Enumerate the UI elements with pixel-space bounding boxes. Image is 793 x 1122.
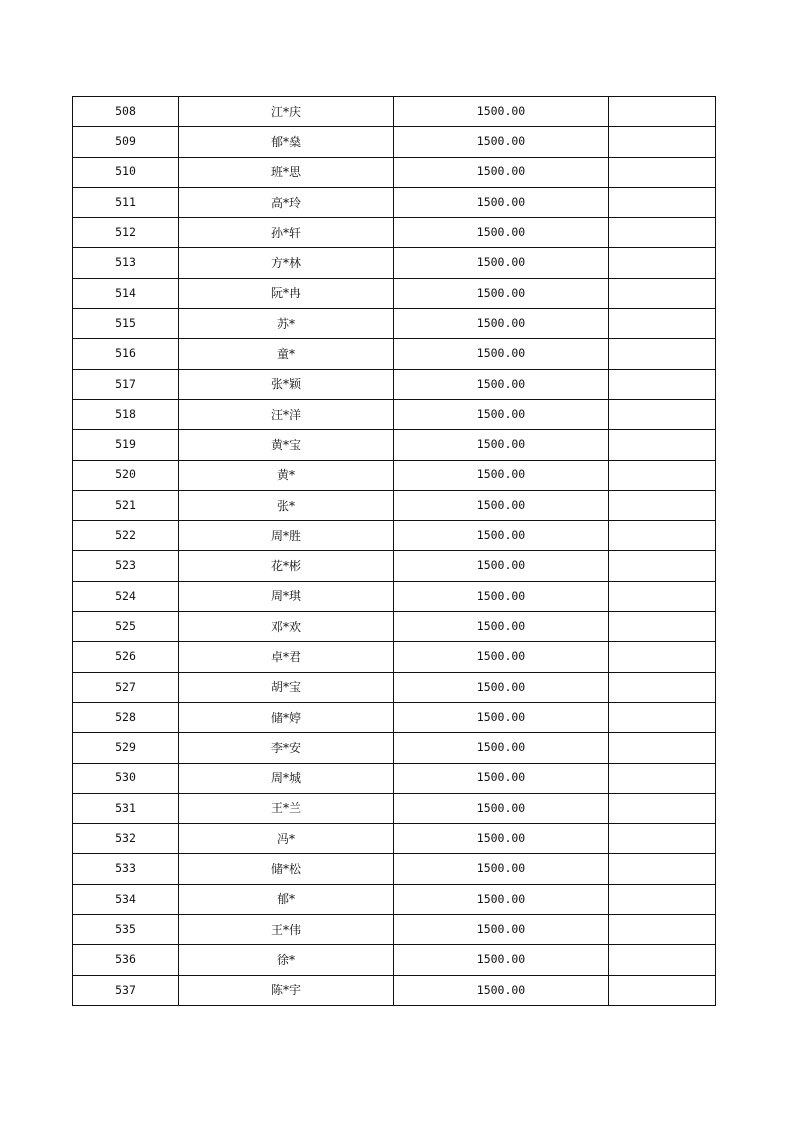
amount-cell: 1500.00 <box>394 127 609 157</box>
table-row <box>73 127 716 157</box>
note-cell <box>609 945 716 975</box>
table-row <box>73 733 716 763</box>
recipient-table-container <box>72 96 715 1006</box>
row-number-cell: 527 <box>73 672 179 702</box>
recipient-table <box>72 96 716 1006</box>
note-cell <box>609 854 716 884</box>
amount-cell: 1500.00 <box>394 521 609 551</box>
name-cell: 郁* <box>179 884 394 914</box>
note-cell <box>609 490 716 520</box>
amount-cell: 1500.00 <box>394 218 609 248</box>
row-number-cell: 535 <box>73 915 179 945</box>
name-cell: 王*伟 <box>179 915 394 945</box>
name-cell: 徐* <box>179 945 394 975</box>
row-number-cell: 511 <box>73 187 179 217</box>
name-cell: 阮*冉 <box>179 278 394 308</box>
name-cell: 黄* <box>179 460 394 490</box>
note-cell <box>609 521 716 551</box>
table-row <box>73 702 716 732</box>
table-row <box>73 278 716 308</box>
row-number-cell: 523 <box>73 551 179 581</box>
row-number-cell: 514 <box>73 278 179 308</box>
name-cell: 苏* <box>179 309 394 339</box>
note-cell <box>609 915 716 945</box>
table-row <box>73 218 716 248</box>
amount-cell: 1500.00 <box>394 339 609 369</box>
row-number-cell: 512 <box>73 218 179 248</box>
amount-cell: 1500.00 <box>394 915 609 945</box>
row-number-cell: 530 <box>73 763 179 793</box>
name-cell: 周*城 <box>179 763 394 793</box>
amount-cell: 1500.00 <box>394 702 609 732</box>
name-cell: 周*琪 <box>179 581 394 611</box>
note-cell <box>609 309 716 339</box>
row-number-cell: 532 <box>73 824 179 854</box>
name-cell: 汪*洋 <box>179 399 394 429</box>
row-number-cell: 534 <box>73 884 179 914</box>
row-number-cell: 518 <box>73 399 179 429</box>
table-row <box>73 642 716 672</box>
name-cell: 班*思 <box>179 157 394 187</box>
amount-cell: 1500.00 <box>394 884 609 914</box>
name-cell: 郁*燊 <box>179 127 394 157</box>
note-cell <box>609 339 716 369</box>
table-row <box>73 763 716 793</box>
amount-cell: 1500.00 <box>394 945 609 975</box>
note-cell <box>609 278 716 308</box>
name-cell: 黄*宝 <box>179 430 394 460</box>
note-cell <box>609 369 716 399</box>
table-row <box>73 884 716 914</box>
note-cell <box>609 248 716 278</box>
table-row <box>73 672 716 702</box>
name-cell: 王*兰 <box>179 793 394 823</box>
table-row <box>73 915 716 945</box>
amount-cell: 1500.00 <box>394 733 609 763</box>
row-number-cell: 529 <box>73 733 179 763</box>
table-row <box>73 309 716 339</box>
amount-cell: 1500.00 <box>394 824 609 854</box>
amount-cell: 1500.00 <box>394 460 609 490</box>
row-number-cell: 516 <box>73 339 179 369</box>
table-row <box>73 793 716 823</box>
name-cell: 储*婷 <box>179 702 394 732</box>
row-number-cell: 533 <box>73 854 179 884</box>
table-row <box>73 369 716 399</box>
note-cell <box>609 884 716 914</box>
table-row <box>73 612 716 642</box>
name-cell: 童* <box>179 339 394 369</box>
note-cell <box>609 460 716 490</box>
name-cell: 冯* <box>179 824 394 854</box>
row-number-cell: 522 <box>73 521 179 551</box>
note-cell <box>609 218 716 248</box>
name-cell: 孙*轩 <box>179 218 394 248</box>
amount-cell: 1500.00 <box>394 642 609 672</box>
amount-cell: 1500.00 <box>394 763 609 793</box>
amount-cell: 1500.00 <box>394 854 609 884</box>
name-cell: 方*林 <box>179 248 394 278</box>
amount-cell: 1500.00 <box>394 399 609 429</box>
name-cell: 高*玲 <box>179 187 394 217</box>
row-number-cell: 517 <box>73 369 179 399</box>
row-number-cell: 520 <box>73 460 179 490</box>
name-cell: 李*安 <box>179 733 394 763</box>
table-row <box>73 248 716 278</box>
table-row <box>73 854 716 884</box>
note-cell <box>609 581 716 611</box>
amount-cell: 1500.00 <box>394 581 609 611</box>
note-cell <box>609 430 716 460</box>
amount-cell: 1500.00 <box>394 187 609 217</box>
row-number-cell: 521 <box>73 490 179 520</box>
row-number-cell: 531 <box>73 793 179 823</box>
row-number-cell: 525 <box>73 612 179 642</box>
row-number-cell: 536 <box>73 945 179 975</box>
row-number-cell: 537 <box>73 975 179 1005</box>
table-row <box>73 824 716 854</box>
amount-cell: 1500.00 <box>394 793 609 823</box>
amount-cell: 1500.00 <box>394 248 609 278</box>
amount-cell: 1500.00 <box>394 309 609 339</box>
table-row <box>73 521 716 551</box>
name-cell: 邓*欢 <box>179 612 394 642</box>
row-number-cell: 524 <box>73 581 179 611</box>
amount-cell: 1500.00 <box>394 975 609 1005</box>
note-cell <box>609 551 716 581</box>
row-number-cell: 508 <box>73 97 179 127</box>
amount-cell: 1500.00 <box>394 369 609 399</box>
note-cell <box>609 733 716 763</box>
note-cell <box>609 127 716 157</box>
note-cell <box>609 763 716 793</box>
table-row <box>73 339 716 369</box>
note-cell <box>609 702 716 732</box>
name-cell: 储*松 <box>179 854 394 884</box>
note-cell <box>609 187 716 217</box>
row-number-cell: 513 <box>73 248 179 278</box>
row-number-cell: 510 <box>73 157 179 187</box>
row-number-cell: 519 <box>73 430 179 460</box>
note-cell <box>609 612 716 642</box>
note-cell <box>609 975 716 1005</box>
amount-cell: 1500.00 <box>394 551 609 581</box>
note-cell <box>609 824 716 854</box>
note-cell <box>609 399 716 429</box>
table-row <box>73 399 716 429</box>
note-cell <box>609 672 716 702</box>
row-number-cell: 515 <box>73 309 179 339</box>
name-cell: 周*胜 <box>179 521 394 551</box>
table-row <box>73 975 716 1005</box>
row-number-cell: 509 <box>73 127 179 157</box>
table-row <box>73 187 716 217</box>
amount-cell: 1500.00 <box>394 157 609 187</box>
amount-cell: 1500.00 <box>394 430 609 460</box>
table-row <box>73 430 716 460</box>
amount-cell: 1500.00 <box>394 278 609 308</box>
table-row <box>73 581 716 611</box>
amount-cell: 1500.00 <box>394 490 609 520</box>
table-row <box>73 490 716 520</box>
name-cell: 胡*宝 <box>179 672 394 702</box>
name-cell: 张* <box>179 490 394 520</box>
name-cell: 卓*君 <box>179 642 394 672</box>
note-cell <box>609 642 716 672</box>
name-cell: 张*颖 <box>179 369 394 399</box>
row-number-cell: 526 <box>73 642 179 672</box>
table-row <box>73 97 716 127</box>
note-cell <box>609 97 716 127</box>
name-cell: 江*庆 <box>179 97 394 127</box>
amount-cell: 1500.00 <box>394 672 609 702</box>
note-cell <box>609 793 716 823</box>
name-cell: 陈*宇 <box>179 975 394 1005</box>
row-number-cell: 528 <box>73 702 179 732</box>
table-row <box>73 157 716 187</box>
table-body <box>73 97 716 1006</box>
table-row <box>73 551 716 581</box>
table-row <box>73 945 716 975</box>
name-cell: 花*彬 <box>179 551 394 581</box>
table-row <box>73 460 716 490</box>
amount-cell: 1500.00 <box>394 97 609 127</box>
amount-cell: 1500.00 <box>394 612 609 642</box>
note-cell <box>609 157 716 187</box>
